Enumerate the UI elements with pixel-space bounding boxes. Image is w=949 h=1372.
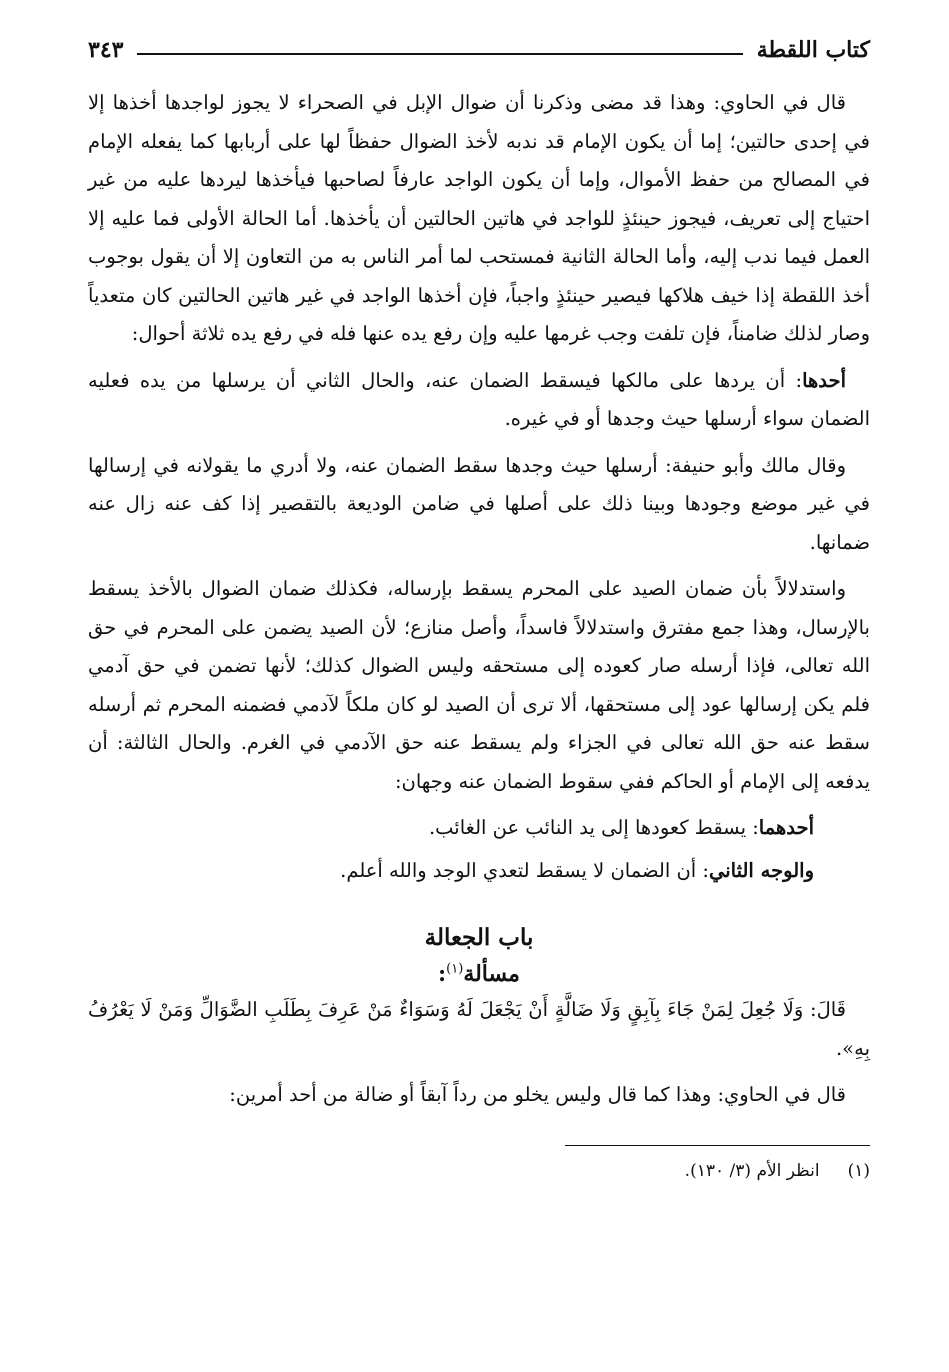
footnote-reference[interactable]: (١) <box>446 961 464 977</box>
footnote <box>88 1156 870 1186</box>
paragraph-2 <box>88 362 870 439</box>
paragraph-6-text: : أن الضمان لا يسقط لتعدي الوجد والله أعلم. <box>340 858 709 882</box>
page-number: ٣٤٣ <box>88 37 124 63</box>
paragraph-4: واستدلالاً بأن ضمان الصيد على المحرم يسقط بإرساله، فكذلك ضمان الضوال بالأخذ يسقط بالإرسال، وهذا جمع مفترق واستدلالاً فاسداً، وأصل منازع؛ لأن الصيد يضمن على المحرم في حق الله تعالى، فإذا أرسله صار كعوده إلى مستحقه وليس الضوال كذلك؛ لأنها تضمن في حق آدمي فلم يكن إرسالها عود إلى مستحقها، ألا ترى أن الصيد لو كان ملكاً لآدمي فضمنه المحرم ثم أرسله سقط عنه حق الله تعالى في الجزاء ولم يسقط عنه حق الآدمي في الغرم. والحال الثالثة: أن يدفعه إلى الإمام أو الحاكم ففي سقوط الضمان عنه وجهان: <box>88 577 870 793</box>
quote-body: وَلَا جُعِلَ لِمَنْ جَاءَ بِآبِقٍ وَلَا ضَالَّةٍ أَنْ يَجْعَلَ لَهُ وَسَوَاءٌ مَنْ عَرِفَ بِطَلَبِ الضَّوَالِّ وَمَنْ لَا يَعْرُفُ بِهِ». <box>88 998 870 1060</box>
paragraph-2-lead: أحدها <box>802 368 846 392</box>
masala-title: مسألة <box>463 961 520 987</box>
paragraph-3: وقال مالك وأبو حنيفة: أرسلها حيث وجدها سقط الضمان عنه، ولا أدري ما يقولانه في إرسالها في غير موضع وجودها وبينا ذلك على أصلها في ضامن الوديعة بالتقصير إذا كف عنه زال عنه ضمانها. <box>88 453 870 554</box>
paragraph-6-lead: والوجه الثاني <box>708 858 814 882</box>
header-rule <box>137 53 742 55</box>
paragraph-2-text: : أن يردها على مالكها فيسقط الضمان عنه، والحال الثاني أن يرسلها من يده فعليه الضمان سواء أرسلها حيث وجدها أو في غيره. <box>88 368 870 430</box>
quote-intro: قَالَ: <box>803 998 846 1021</box>
paragraph-5-text: : يسقط كعودها إلى يد النائب عن الغائب. <box>428 816 759 839</box>
masala-heading <box>88 961 870 987</box>
paragraph-5-lead: أحدهما <box>758 816 814 839</box>
paragraph-1: قال في الحاوي: وهذا قد مضى وذكرنا أن ضوال الإبل في الصحراء لا يجوز لواجدها أخذها إلا في إحدى حالتين؛ إما أن يكون الإمام قد ندبه لأخذ الضوال حفظاً لها على أربابها كما يفعله الإمام في المصالح من حفظ الأموال، وإما أن يكون الواجد عارفاً لصاحبها فيأخذها ليردها عليه من غير احتياج إلى تعريف، فيجوز حينئذٍ للواجد في هاتين الحالتين أن يأخذها. أما الحالة الأولى فما عليه إلا العمل فيما ندب إليه، وأما الحالة الثانية فمستحب لما أمر الناس به من التعاون إلا أن يقول بوجوب أخذ اللقطة إذا خيف هلاكها فيصير حينئذٍ واجباً، فإن أخذها الواجد في غير هاتين الحالتين كان متعدياً وصار لذلك ضامناً، فإن تلفت وجب غرمها عليه وإن رفع يده عنها فله في رفع يده ثلاثة أحوال: <box>88 91 870 345</box>
quoted-text <box>88 991 870 1068</box>
footnote-text: انظر الأم (٣/ ١٣٠). <box>684 1160 820 1181</box>
footnote-separator <box>565 1145 870 1146</box>
paragraph-7: قال في الحاوي: وهذا كما قال وليس يخلو من رداً آبقاً أو ضالة من أحد أمرين: <box>229 1083 846 1106</box>
section-title: باب الجعالة <box>424 924 534 951</box>
page-header <box>88 30 870 70</box>
book-title: كتاب اللقطة <box>756 37 870 63</box>
footnote-number: (١) <box>847 1160 870 1181</box>
page <box>88 30 870 1186</box>
paragraph-6 <box>88 852 870 891</box>
paragraph-5 <box>88 809 870 848</box>
masala-colon: : <box>438 961 447 987</box>
